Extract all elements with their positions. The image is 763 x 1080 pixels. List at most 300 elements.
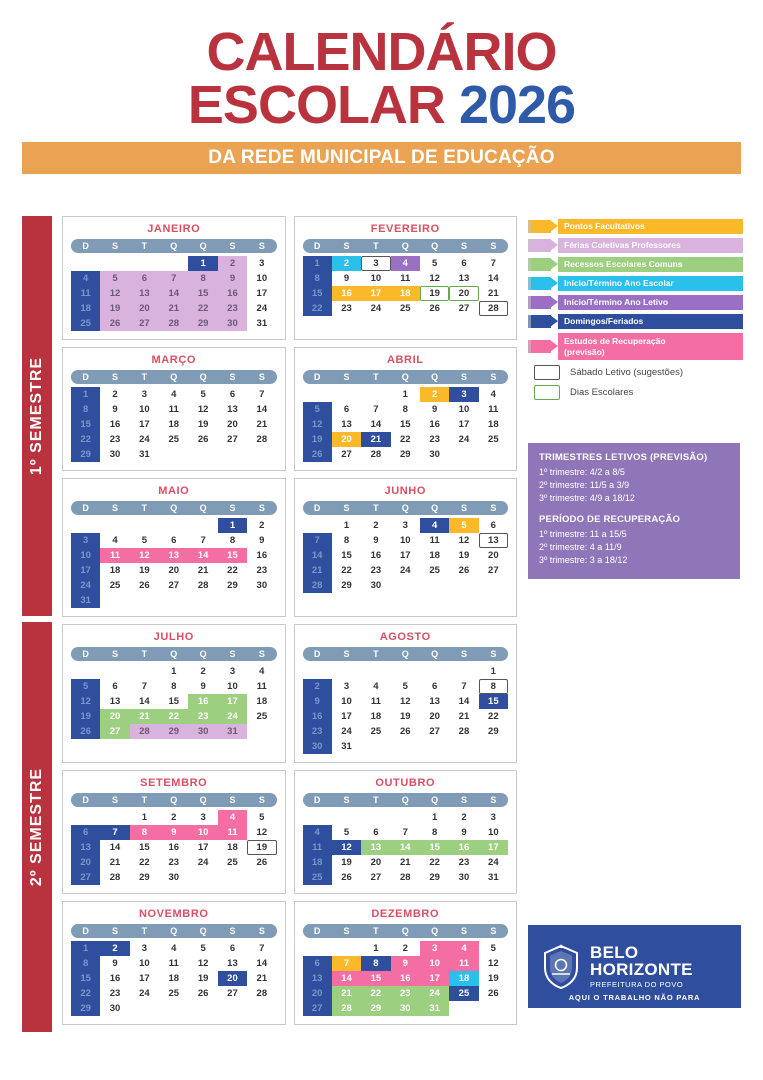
day-cell[interactable] [449,679,478,694]
day-cell[interactable] [130,387,159,402]
day-cell[interactable] [420,870,449,885]
day-cell[interactable] [71,533,100,548]
day-cell[interactable] [71,316,100,331]
day-cell[interactable] [420,825,449,840]
day-cell[interactable] [420,709,449,724]
day-cell[interactable] [71,563,100,578]
day-cell[interactable] [247,432,276,447]
day-cell[interactable] [391,709,420,724]
day-cell[interactable] [100,971,129,986]
day-cell[interactable] [100,578,129,593]
day-cell[interactable] [332,578,361,593]
day-cell[interactable] [479,548,508,563]
day-cell[interactable] [130,956,159,971]
day-cell[interactable] [71,825,100,840]
day-cell[interactable] [218,840,247,855]
day-cell[interactable] [391,679,420,694]
day-cell[interactable] [71,855,100,870]
day-cell[interactable] [100,709,129,724]
day-cell[interactable] [449,402,478,417]
day-cell[interactable] [332,1001,361,1016]
day-cell[interactable] [391,855,420,870]
day-cell[interactable] [159,301,188,316]
day-cell[interactable] [100,387,129,402]
day-cell[interactable] [130,271,159,286]
day-cell[interactable] [479,855,508,870]
day-cell[interactable] [188,432,217,447]
day-cell[interactable] [130,870,159,885]
day-cell[interactable] [218,956,247,971]
day-cell[interactable] [218,533,247,548]
day-cell[interactable] [332,271,361,286]
day-cell[interactable] [188,855,217,870]
day-cell[interactable] [247,256,276,271]
day-cell[interactable] [130,724,159,739]
day-cell[interactable] [130,417,159,432]
day-cell[interactable] [247,518,276,533]
day-cell[interactable] [159,825,188,840]
day-cell[interactable] [361,271,390,286]
day-cell[interactable] [218,432,247,447]
day-cell[interactable] [332,518,361,533]
day-cell[interactable] [391,956,420,971]
day-cell[interactable] [361,563,390,578]
day-cell[interactable] [159,956,188,971]
day-cell[interactable] [449,694,478,709]
day-cell[interactable] [100,855,129,870]
day-cell[interactable] [71,956,100,971]
day-cell[interactable] [188,941,217,956]
day-cell[interactable] [188,578,217,593]
day-cell[interactable] [449,271,478,286]
day-cell[interactable] [479,941,508,956]
day-cell[interactable] [159,271,188,286]
day-cell[interactable] [100,548,129,563]
day-cell[interactable] [420,301,449,316]
day-cell[interactable] [391,402,420,417]
day-cell[interactable] [332,694,361,709]
day-cell[interactable] [420,447,449,462]
day-cell[interactable] [391,256,420,271]
day-cell[interactable] [391,271,420,286]
day-cell[interactable] [332,971,361,986]
day-cell[interactable] [71,1001,100,1016]
day-cell[interactable] [218,971,247,986]
day-cell[interactable] [247,402,276,417]
day-cell[interactable] [218,548,247,563]
day-cell[interactable] [159,971,188,986]
day-cell[interactable] [130,709,159,724]
day-cell[interactable] [218,301,247,316]
day-cell[interactable] [100,402,129,417]
day-cell[interactable] [71,941,100,956]
day-cell[interactable] [130,825,159,840]
day-cell[interactable] [361,825,390,840]
day-cell[interactable] [303,870,332,885]
day-cell[interactable] [71,593,100,608]
day-cell[interactable] [247,694,276,709]
day-cell[interactable] [391,533,420,548]
day-cell[interactable] [479,694,508,709]
day-cell[interactable] [420,941,449,956]
day-cell[interactable] [303,256,332,271]
day-cell[interactable] [71,402,100,417]
day-cell[interactable] [100,1001,129,1016]
day-cell[interactable] [188,417,217,432]
day-cell[interactable] [420,271,449,286]
day-cell[interactable] [71,578,100,593]
day-cell[interactable] [247,271,276,286]
day-cell[interactable] [100,563,129,578]
day-cell[interactable] [332,709,361,724]
day-cell[interactable] [100,679,129,694]
day-cell[interactable] [188,301,217,316]
day-cell[interactable] [100,956,129,971]
day-cell[interactable] [188,679,217,694]
day-cell[interactable] [449,825,478,840]
day-cell[interactable] [100,286,129,301]
day-cell[interactable] [332,417,361,432]
day-cell[interactable] [100,840,129,855]
day-cell[interactable] [479,679,508,694]
day-cell[interactable] [332,986,361,1001]
day-cell[interactable] [100,533,129,548]
day-cell[interactable] [361,870,390,885]
day-cell[interactable] [391,548,420,563]
day-cell[interactable] [332,286,361,301]
day-cell[interactable] [218,709,247,724]
day-cell[interactable] [479,971,508,986]
day-cell[interactable] [361,679,390,694]
day-cell[interactable] [303,271,332,286]
day-cell[interactable] [479,840,508,855]
day-cell[interactable] [391,417,420,432]
day-cell[interactable] [303,578,332,593]
day-cell[interactable] [188,316,217,331]
day-cell[interactable] [188,810,217,825]
day-cell[interactable] [218,316,247,331]
day-cell[interactable] [361,941,390,956]
day-cell[interactable] [218,256,247,271]
day-cell[interactable] [391,724,420,739]
day-cell[interactable] [247,679,276,694]
day-cell[interactable] [332,563,361,578]
day-cell[interactable] [449,971,478,986]
day-cell[interactable] [218,986,247,1001]
day-cell[interactable] [100,724,129,739]
day-cell[interactable] [332,533,361,548]
day-cell[interactable] [159,679,188,694]
day-cell[interactable] [479,664,508,679]
day-cell[interactable] [332,256,361,271]
day-cell[interactable] [71,840,100,855]
day-cell[interactable] [247,956,276,971]
day-cell[interactable] [449,956,478,971]
day-cell[interactable] [361,855,390,870]
day-cell[interactable] [303,971,332,986]
day-cell[interactable] [188,694,217,709]
day-cell[interactable] [188,709,217,724]
day-cell[interactable] [361,1001,390,1016]
day-cell[interactable] [71,432,100,447]
day-cell[interactable] [71,387,100,402]
day-cell[interactable] [479,432,508,447]
day-cell[interactable] [71,447,100,462]
day-cell[interactable] [303,840,332,855]
day-cell[interactable] [71,724,100,739]
day-cell[interactable] [332,432,361,447]
day-cell[interactable] [361,533,390,548]
day-cell[interactable] [303,694,332,709]
day-cell[interactable] [100,986,129,1001]
day-cell[interactable] [100,417,129,432]
day-cell[interactable] [479,563,508,578]
day-cell[interactable] [479,956,508,971]
day-cell[interactable] [130,694,159,709]
day-cell[interactable] [71,694,100,709]
day-cell[interactable] [361,724,390,739]
day-cell[interactable] [303,417,332,432]
day-cell[interactable] [130,578,159,593]
day-cell[interactable] [303,301,332,316]
day-cell[interactable] [159,578,188,593]
day-cell[interactable] [420,694,449,709]
day-cell[interactable] [479,301,508,316]
day-cell[interactable] [188,387,217,402]
day-cell[interactable] [449,432,478,447]
day-cell[interactable] [247,533,276,548]
day-cell[interactable] [420,810,449,825]
day-cell[interactable] [218,518,247,533]
day-cell[interactable] [391,563,420,578]
day-cell[interactable] [71,986,100,1001]
day-cell[interactable] [100,301,129,316]
day-cell[interactable] [247,971,276,986]
day-cell[interactable] [130,548,159,563]
day-cell[interactable] [218,417,247,432]
day-cell[interactable] [130,286,159,301]
day-cell[interactable] [361,840,390,855]
day-cell[interactable] [71,286,100,301]
day-cell[interactable] [159,941,188,956]
day-cell[interactable] [130,533,159,548]
day-cell[interactable] [391,432,420,447]
day-cell[interactable] [130,316,159,331]
day-cell[interactable] [247,840,276,855]
day-cell[interactable] [247,941,276,956]
day-cell[interactable] [303,679,332,694]
day-cell[interactable] [332,840,361,855]
day-cell[interactable] [449,870,478,885]
day-cell[interactable] [218,563,247,578]
day-cell[interactable] [188,986,217,1001]
day-cell[interactable] [420,971,449,986]
day-cell[interactable] [479,986,508,1001]
day-cell[interactable] [71,548,100,563]
day-cell[interactable] [130,563,159,578]
day-cell[interactable] [303,402,332,417]
day-cell[interactable] [159,387,188,402]
day-cell[interactable] [332,447,361,462]
day-cell[interactable] [420,956,449,971]
day-cell[interactable] [420,840,449,855]
day-cell[interactable] [479,825,508,840]
day-cell[interactable] [188,664,217,679]
day-cell[interactable] [361,518,390,533]
day-cell[interactable] [420,986,449,1001]
day-cell[interactable] [479,402,508,417]
day-cell[interactable] [188,271,217,286]
day-cell[interactable] [449,709,478,724]
day-cell[interactable] [159,417,188,432]
day-cell[interactable] [479,533,508,548]
day-cell[interactable] [130,301,159,316]
day-cell[interactable] [479,870,508,885]
day-cell[interactable] [218,387,247,402]
day-cell[interactable] [303,709,332,724]
day-cell[interactable] [391,387,420,402]
day-cell[interactable] [247,810,276,825]
day-cell[interactable] [449,417,478,432]
day-cell[interactable] [420,387,449,402]
day-cell[interactable] [479,387,508,402]
day-cell[interactable] [188,563,217,578]
day-cell[interactable] [159,810,188,825]
day-cell[interactable] [130,447,159,462]
day-cell[interactable] [159,402,188,417]
day-cell[interactable] [188,256,217,271]
day-cell[interactable] [361,402,390,417]
day-cell[interactable] [361,971,390,986]
day-cell[interactable] [391,941,420,956]
day-cell[interactable] [361,447,390,462]
day-cell[interactable] [420,679,449,694]
day-cell[interactable] [361,256,390,271]
day-cell[interactable] [247,563,276,578]
day-cell[interactable] [303,724,332,739]
day-cell[interactable] [71,679,100,694]
day-cell[interactable] [159,724,188,739]
day-cell[interactable] [159,563,188,578]
day-cell[interactable] [391,301,420,316]
day-cell[interactable] [420,533,449,548]
day-cell[interactable] [247,387,276,402]
day-cell[interactable] [479,518,508,533]
day-cell[interactable] [479,810,508,825]
day-cell[interactable] [449,986,478,1001]
day-cell[interactable] [449,810,478,825]
day-cell[interactable] [303,986,332,1001]
day-cell[interactable] [100,870,129,885]
day-cell[interactable] [218,825,247,840]
day-cell[interactable] [391,986,420,1001]
day-cell[interactable] [391,971,420,986]
day-cell[interactable] [361,548,390,563]
day-cell[interactable] [449,256,478,271]
day-cell[interactable] [420,286,449,301]
day-cell[interactable] [420,548,449,563]
day-cell[interactable] [159,709,188,724]
day-cell[interactable] [449,724,478,739]
day-cell[interactable] [247,417,276,432]
day-cell[interactable] [159,664,188,679]
day-cell[interactable] [391,840,420,855]
day-cell[interactable] [130,810,159,825]
day-cell[interactable] [449,563,478,578]
day-cell[interactable] [420,402,449,417]
day-cell[interactable] [332,724,361,739]
day-cell[interactable] [420,256,449,271]
day-cell[interactable] [303,548,332,563]
day-cell[interactable] [71,971,100,986]
day-cell[interactable] [303,533,332,548]
day-cell[interactable] [130,986,159,1001]
day-cell[interactable] [247,301,276,316]
day-cell[interactable] [188,402,217,417]
day-cell[interactable] [391,870,420,885]
day-cell[interactable] [100,316,129,331]
day-cell[interactable] [130,840,159,855]
day-cell[interactable] [332,956,361,971]
day-cell[interactable] [449,301,478,316]
day-cell[interactable] [332,548,361,563]
day-cell[interactable] [71,301,100,316]
day-cell[interactable] [218,694,247,709]
day-cell[interactable] [188,971,217,986]
day-cell[interactable] [130,855,159,870]
day-cell[interactable] [218,724,247,739]
day-cell[interactable] [130,941,159,956]
day-cell[interactable] [420,563,449,578]
day-cell[interactable] [159,533,188,548]
day-cell[interactable] [218,402,247,417]
day-cell[interactable] [303,1001,332,1016]
day-cell[interactable] [303,563,332,578]
day-cell[interactable] [361,432,390,447]
day-cell[interactable] [247,316,276,331]
day-cell[interactable] [130,971,159,986]
day-cell[interactable] [479,724,508,739]
day-cell[interactable] [100,447,129,462]
day-cell[interactable] [361,286,390,301]
day-cell[interactable] [218,664,247,679]
day-cell[interactable] [391,286,420,301]
day-cell[interactable] [479,417,508,432]
day-cell[interactable] [420,432,449,447]
day-cell[interactable] [218,271,247,286]
day-cell[interactable] [247,825,276,840]
day-cell[interactable] [332,679,361,694]
day-cell[interactable] [188,286,217,301]
day-cell[interactable] [449,518,478,533]
day-cell[interactable] [449,548,478,563]
day-cell[interactable] [361,986,390,1001]
day-cell[interactable] [391,447,420,462]
day-cell[interactable] [71,709,100,724]
day-cell[interactable] [303,432,332,447]
day-cell[interactable] [361,578,390,593]
day-cell[interactable] [130,432,159,447]
day-cell[interactable] [159,548,188,563]
day-cell[interactable] [188,825,217,840]
day-cell[interactable] [130,402,159,417]
day-cell[interactable] [332,402,361,417]
day-cell[interactable] [130,679,159,694]
day-cell[interactable] [479,271,508,286]
day-cell[interactable] [71,417,100,432]
day-cell[interactable] [218,941,247,956]
day-cell[interactable] [361,301,390,316]
